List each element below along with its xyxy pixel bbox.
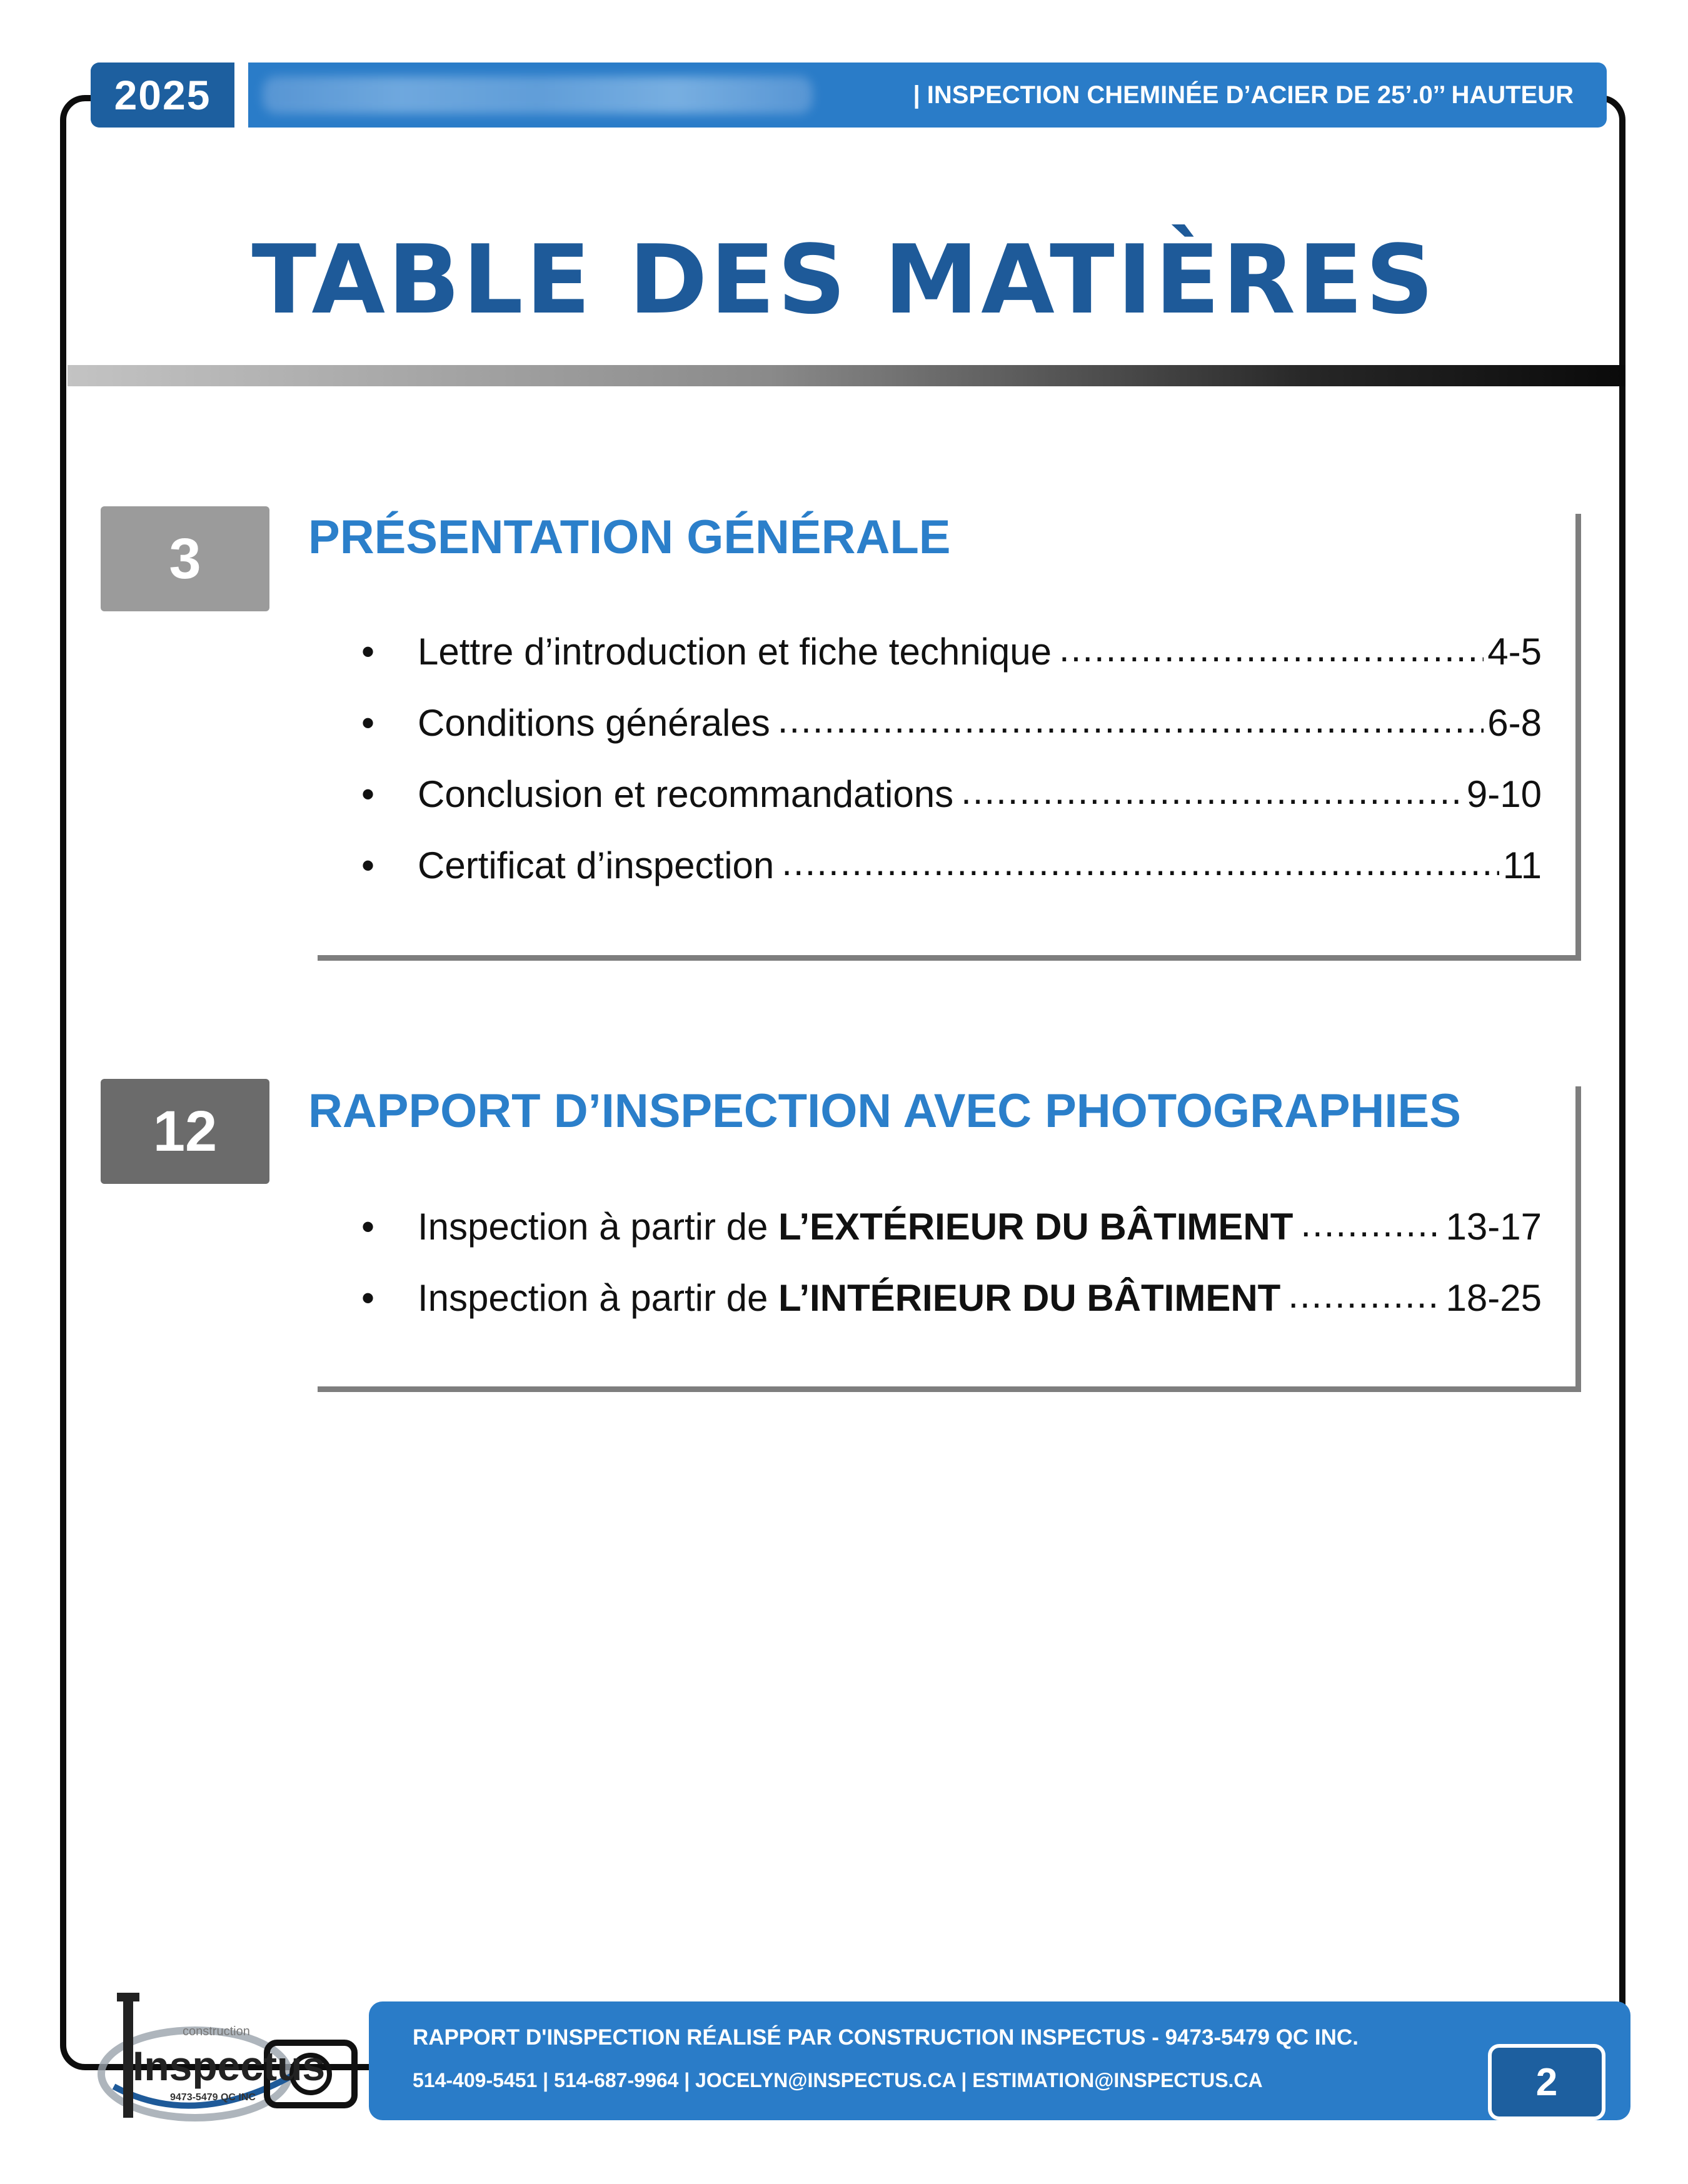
toc-entry-pages: 9-10 (1466, 773, 1542, 815)
toc-entry[interactable] (361, 1273, 1542, 1323)
dot-leader (1300, 1205, 1442, 1251)
toc-entry-text: Certificat d’inspection (418, 844, 775, 886)
toc-entry-text: Conditions générales (418, 701, 770, 744)
toc-entry-text: Inspection à partir de L’EXTÉRIEUR DU BÂTIMENT (418, 1205, 1294, 1248)
logo-sub: 9473-5479 QC INC (170, 2092, 256, 2103)
toc-entry-text: Lettre d’introduction et fiche technique (418, 630, 1052, 673)
bullet-icon: • (361, 844, 375, 886)
dot-leader (1059, 630, 1484, 676)
dot-leader (778, 701, 1484, 748)
dot-leader (961, 773, 1463, 819)
bullet-icon: • (361, 773, 375, 815)
toc-entry-pages: 4-5 (1487, 630, 1542, 673)
page-frame (60, 95, 1625, 2070)
section-title: PRÉSENTATION GÉNÉRALE (308, 511, 951, 564)
toc-entry[interactable] (361, 840, 1542, 890)
toc-entry-pages: 11 (1502, 844, 1542, 886)
header-year: 2025 (91, 63, 234, 128)
section-page-badge: 12 (101, 1079, 269, 1184)
toc-entry-pages: 6-8 (1487, 701, 1542, 744)
logo-name: Inspectus (133, 2043, 326, 2089)
section-page-badge: 3 (101, 506, 269, 611)
toc-entry[interactable] (361, 698, 1542, 748)
bullet-icon: • (361, 1205, 375, 1248)
dot-leader (781, 844, 1499, 890)
toc-entry-text: Inspection à partir de L’INTÉRIEUR DU BÂTIMENT (418, 1276, 1281, 1319)
page-title: TABLE DES MATIÈRES (251, 224, 1437, 335)
toc-entry[interactable] (361, 769, 1542, 819)
page-number: 2 (1488, 2044, 1605, 2120)
inspectus-logo (89, 1980, 364, 2130)
footer-company-line: RAPPORT D'INSPECTION RÉALISÉ PAR CONSTRUCTION INSPECTUS - 9473-5479 QC INC. (413, 2025, 1359, 2050)
toc-entry[interactable] (361, 1201, 1542, 1251)
bullet-icon: • (361, 630, 375, 673)
bullet-icon: • (361, 1276, 375, 1319)
bullet-icon: • (361, 701, 375, 744)
redacted-client-info (263, 76, 813, 114)
logo-tagline: construction (183, 2025, 250, 2038)
header-subject: | INSPECTION CHEMINÉE D’ACIER DE 25’.0’’ HAUTEUR (913, 81, 1574, 109)
footer-bar (369, 2001, 1630, 2120)
toc-entry-pages: 18-25 (1445, 1276, 1542, 1319)
footer-contact-line: 514-409-5451 | 514-687-9964 | JOCELYN@INSPECTUS.CA | ESTIMATION@INSPECTUS.CA (413, 2069, 1263, 2091)
toc-entry[interactable] (361, 626, 1542, 676)
dot-leader (1288, 1276, 1442, 1323)
toc-entry-text: Conclusion et recommandations (418, 773, 954, 815)
title-gradient-rule (68, 365, 1625, 386)
toc-entry-pages: 13-17 (1445, 1205, 1542, 1248)
section-title: RAPPORT D’INSPECTION AVEC PHOTOGRAPHIES (308, 1084, 1461, 1138)
header-separator (234, 63, 248, 128)
